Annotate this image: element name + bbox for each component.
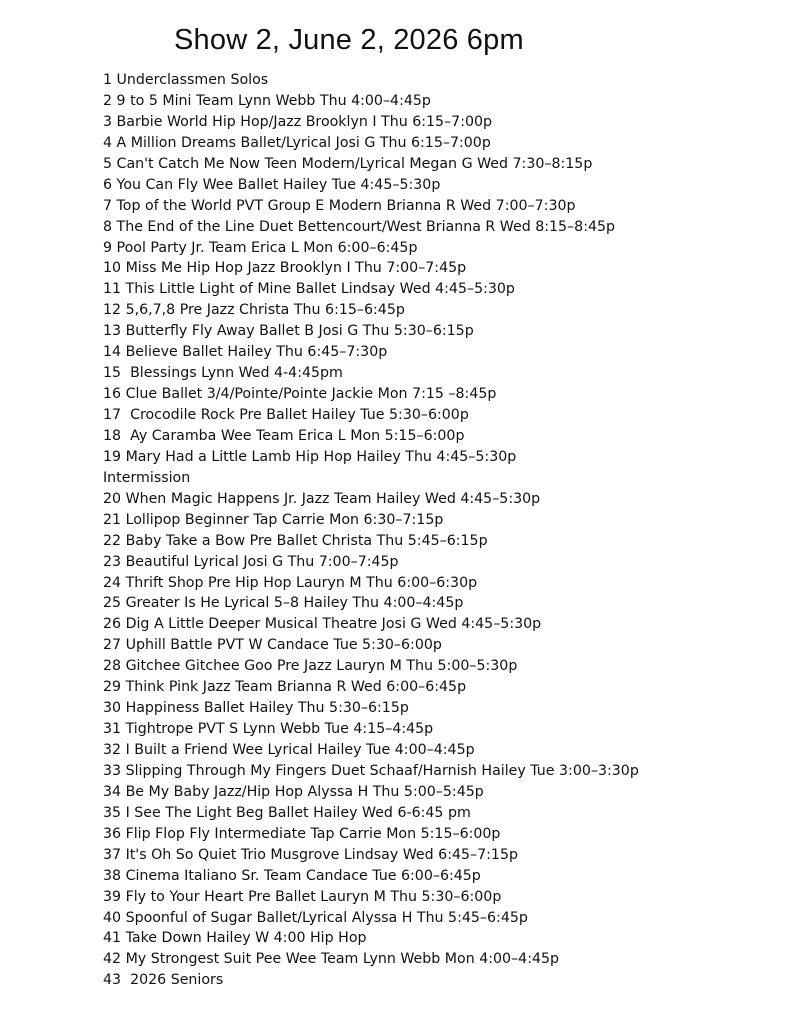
program-item: 39 Fly to Your Heart Pre Ballet Lauryn M Thu 5:30–6:00p — [103, 888, 502, 905]
program-list — [103, 70, 639, 991]
program-item: 32 I Built a Friend Wee Lyrical Hailey Tue 4:00–4:45p — [103, 742, 475, 758]
program-item: 25 Greater Is He Lyrical 5–8 Hailey Thu 4:00–4:45p — [103, 595, 464, 612]
program-item: 9 Pool Party Jr. Team Erica L Mon 6:00–6:45p — [103, 239, 418, 256]
program-item: 23 Beautiful Lyrical Josi G Thu 7:00–7:45p — [103, 553, 399, 570]
program-item: 30 Happiness Ballet Hailey Thu 5:30–6:15p — [103, 700, 409, 717]
program-item: 7 Top of the World PVT Group E Modern Brianna R Wed 7:00–7:30p — [103, 197, 576, 214]
program-item: 2 9 to 5 Mini Team Lynn Webb Thu 4:00–4:45p — [103, 92, 431, 109]
program-item: 21 Lollipop Beginner Tap Carrie Mon 6:30–7:15p — [103, 511, 444, 528]
program-item: 17 Crocodile Rock Pre Ballet Hailey Tue 5:30–6:00p — [103, 407, 469, 423]
program-item: 5 Can't Catch Me Now Teen Modern/Lyrical Megan G Wed 7:30–8:15p — [103, 155, 593, 172]
program-item: 22 Baby Take a Bow Pre Ballet Christa Thu 5:45–6:15p — [103, 532, 488, 549]
program-item: 43 2026 Seniors — [103, 972, 224, 989]
program-item: 4 A Million Dreams Ballet/Lyrical Josi G Thu 6:15–7:00p — [103, 134, 491, 151]
program-item: 28 Gitchee Gitchee Goo Pre Jazz Lauryn M Thu 5:00–5:30p — [103, 658, 518, 675]
program-item: 20 When Magic Happens Jr. Jazz Team Hailey Wed 4:45–5:30p — [103, 490, 541, 507]
program-item: 1 Underclassmen Solos — [103, 72, 269, 88]
program-item: 26 Dig A Little Deeper Musical Theatre Josi G Wed 4:45–5:30p — [103, 616, 542, 633]
program-item: 19 Mary Had a Little Lamb Hip Hop Hailey Thu 4:45–5:30p — [103, 448, 517, 465]
program-item: 10 Miss Me Hip Hop Jazz Brooklyn I Thu 7:00–7:45p — [103, 260, 467, 277]
program-item: 36 Flip Flop Fly Intermediate Tap Carrie Mon 5:15–6:00p — [103, 825, 501, 842]
program-item: 14 Believe Ballet Hailey Thu 6:45–7:30p — [103, 344, 388, 361]
program-item: 37 It's Oh So Quiet Trio Musgrove Lindsay Wed 6:45–7:15p — [103, 846, 518, 863]
program-item: 34 Be My Baby Jazz/Hip Hop Alyssa H Thu 5:00–5:45p — [103, 783, 484, 800]
program-item: 3 Barbie World Hip Hop/Jazz Brooklyn I Thu 6:15–7:00p — [103, 113, 493, 130]
program-item: 42 My Strongest Suit Pee Wee Team Lynn Webb Mon 4:00–4:45p — [103, 951, 560, 968]
program-item: 18 Ay Caramba Wee Team Erica L Mon 5:15–6:00p — [103, 427, 465, 444]
program-item: 6 You Can Fly Wee Ballet Hailey Tue 4:45–5:30p — [103, 176, 441, 193]
program-item: 15 Blessings Lynn Wed 4-4:45pm — [103, 365, 343, 382]
program-item: 41 Take Down Hailey W 4:00 Hip Hop — [103, 930, 367, 947]
program-item: 40 Spoonful of Sugar Ballet/Lyrical Alyssa H Thu 5:45–6:45p — [103, 909, 528, 926]
program-item: 11 This Little Light of Mine Ballet Lindsay Wed 4:45–5:30p — [103, 281, 515, 298]
program-item: 27 Uphill Battle PVT W Candace Tue 5:30–6:00p — [103, 637, 442, 654]
program-item: 33 Slipping Through My Fingers Duet Schaaf/Harnish Hailey Tue 3:00–3:30p — [103, 762, 639, 779]
program-item: 13 Butterfly Fly Away Ballet B Josi G Thu 5:30–6:15p — [103, 323, 474, 340]
program-item: 38 Cinema Italiano Sr. Team Candace Tue 6:00–6:45p — [103, 867, 481, 884]
program-item: 24 Thrift Shop Pre Hip Hop Lauryn M Thu 6:00–6:30p — [103, 574, 478, 591]
page-title: Show 2, June 2, 2026 6pm — [174, 24, 524, 56]
program-item: 31 Tightrope PVT S Lynn Webb Tue 4:15–4:45p — [103, 721, 434, 738]
program-item: 12 5,6,7,8 Pre Jazz Christa Thu 6:15–6:45p — [103, 302, 405, 319]
program-item: 29 Think Pink Jazz Team Brianna R Wed 6:00–6:45p — [103, 679, 467, 696]
intermission-label: Intermission — [103, 469, 191, 486]
program-item: 8 The End of the Line Duet Bettencourt/West Brianna R Wed 8:15–8:45p — [103, 218, 616, 235]
program-item: 35 I See The Light Beg Ballet Hailey Wed 6-6:45 pm — [103, 804, 471, 821]
program-item: 16 Clue Ballet 3/4/Pointe/Pointe Jackie Mon 7:15 –8:45p — [103, 386, 497, 403]
